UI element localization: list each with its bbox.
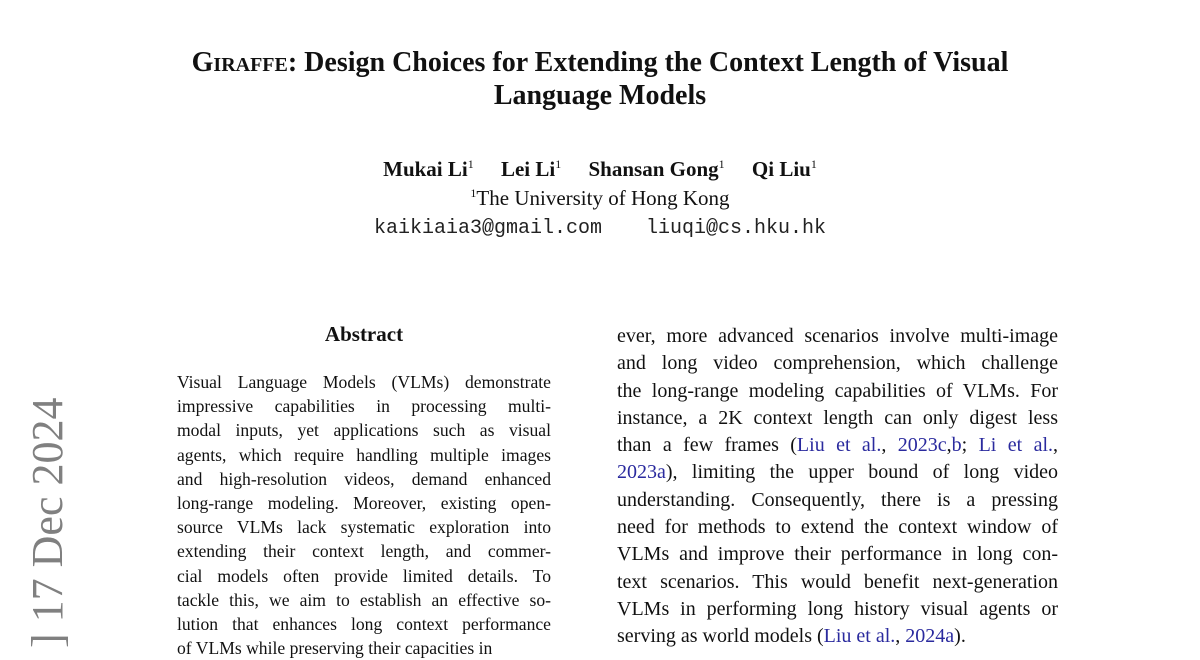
text-segment: and long video comprehension, which challenge [617,352,1058,375]
abstract-line: extending their context length, and commer- [177,541,551,562]
text-line [617,569,1058,596]
abstract-line: and high-resolution videos, demand enhanced [177,468,551,489]
affiliation-name: The University of Hong Kong [476,186,730,210]
abstract-body [177,370,551,660]
abstract-line: cial models often provide limited details. To [177,565,551,586]
abstract-line: Visual Language Models (VLMs) demonstrate [177,372,551,392]
abstract-line: of VLMs while preserving their capacities in [177,638,493,659]
author [501,157,561,181]
citation-link[interactable]: Liu et al. [823,625,896,648]
author [589,157,725,181]
text-line [617,350,1058,377]
citation-link[interactable]: Li et al. [978,434,1053,457]
text-segment: instance, a 2K context length can only digest less [617,406,1058,429]
text-segment: than a few frames ( [617,434,797,457]
arxiv-watermark: ] 17 Dec 2024 [23,397,72,648]
text-line [617,541,1058,568]
author [752,157,817,181]
text-segment: understanding. Consequently, there is a pressing [617,488,1058,511]
text-line [617,623,1058,650]
abstract-line: long-range modeling. Moreover, existing open- [177,493,551,514]
text-segment: , [895,625,906,648]
author-name: Shansan Gong [588,157,719,181]
abstract-line: lution that enhances long context performance [177,614,551,635]
text-line [617,405,1058,432]
text-segment: serving as world models ( [617,625,824,648]
title-model-name: Giraffe [191,47,288,78]
author-name: Lei Li [500,157,556,181]
citation-link[interactable]: 2023c [897,434,947,457]
abstract-line: impressive capabilities in processing multi- [177,396,551,417]
affil-mark: 1 [555,157,562,171]
abstract-line: modal inputs, yet applications such as visual [177,420,551,441]
text-line [617,323,1058,350]
text-segment: ). [954,625,966,648]
author-list [0,157,1200,182]
emails [0,217,1200,240]
affiliation [0,186,1200,211]
abstract-line: source VLMs lack systematic exploration into [177,517,551,538]
text-segment: ), limiting the upper bound of long video [665,461,1058,484]
text-segment: ever, more advanced scenarios involve multi-image [617,325,1058,347]
citation-link[interactable]: b [951,434,962,457]
text-segment: , [1053,434,1058,457]
text-line [617,378,1058,405]
author-name: Mukai Li [383,157,468,181]
author [383,157,474,181]
paper-title [100,46,1100,112]
abstract-line: agents, which require handling multiple images [177,444,551,465]
text-segment: , [881,434,898,457]
title-line1: : Design Choices for Extending the Context Length of Visual [287,47,1009,78]
citation-link[interactable]: 2024a [905,625,955,648]
affil-mark: 1 [810,157,817,171]
email: liuqi@cs.hku.hk [646,217,827,240]
citation-link[interactable]: Liu et al. [796,434,882,457]
citation-link[interactable]: 2023a [617,461,666,484]
text-segment: text scenarios. This would benefit next-generation [617,570,1058,593]
affil-mark: 1 [467,157,474,171]
text-segment: need for methods to extend the context window of [617,516,1058,539]
title-line2: Language Models [493,80,707,111]
abstract-line: tackle this, we aim to establish an effective so- [177,589,551,610]
text-line [617,432,1058,459]
text-line [617,487,1058,514]
text-line [617,596,1058,623]
abstract-heading: Abstract [324,322,404,346]
intro-body [617,323,1058,651]
text-segment: ; [961,434,979,457]
text-segment: , [946,434,952,457]
text-segment: VLMs in performing long history visual agents or [617,597,1058,620]
email: kaikiaia3@gmail.com [373,217,602,240]
affil-mark: 1 [718,157,725,171]
author-name: Qi Liu [751,157,811,181]
affil-mark: 1 [470,186,477,200]
text-line [617,459,1058,486]
text-line [617,514,1058,541]
text-segment: VLMs and improve their performance in long con- [617,543,1058,566]
text-segment: the long-range modeling capabilities of VLMs. For [617,379,1058,402]
